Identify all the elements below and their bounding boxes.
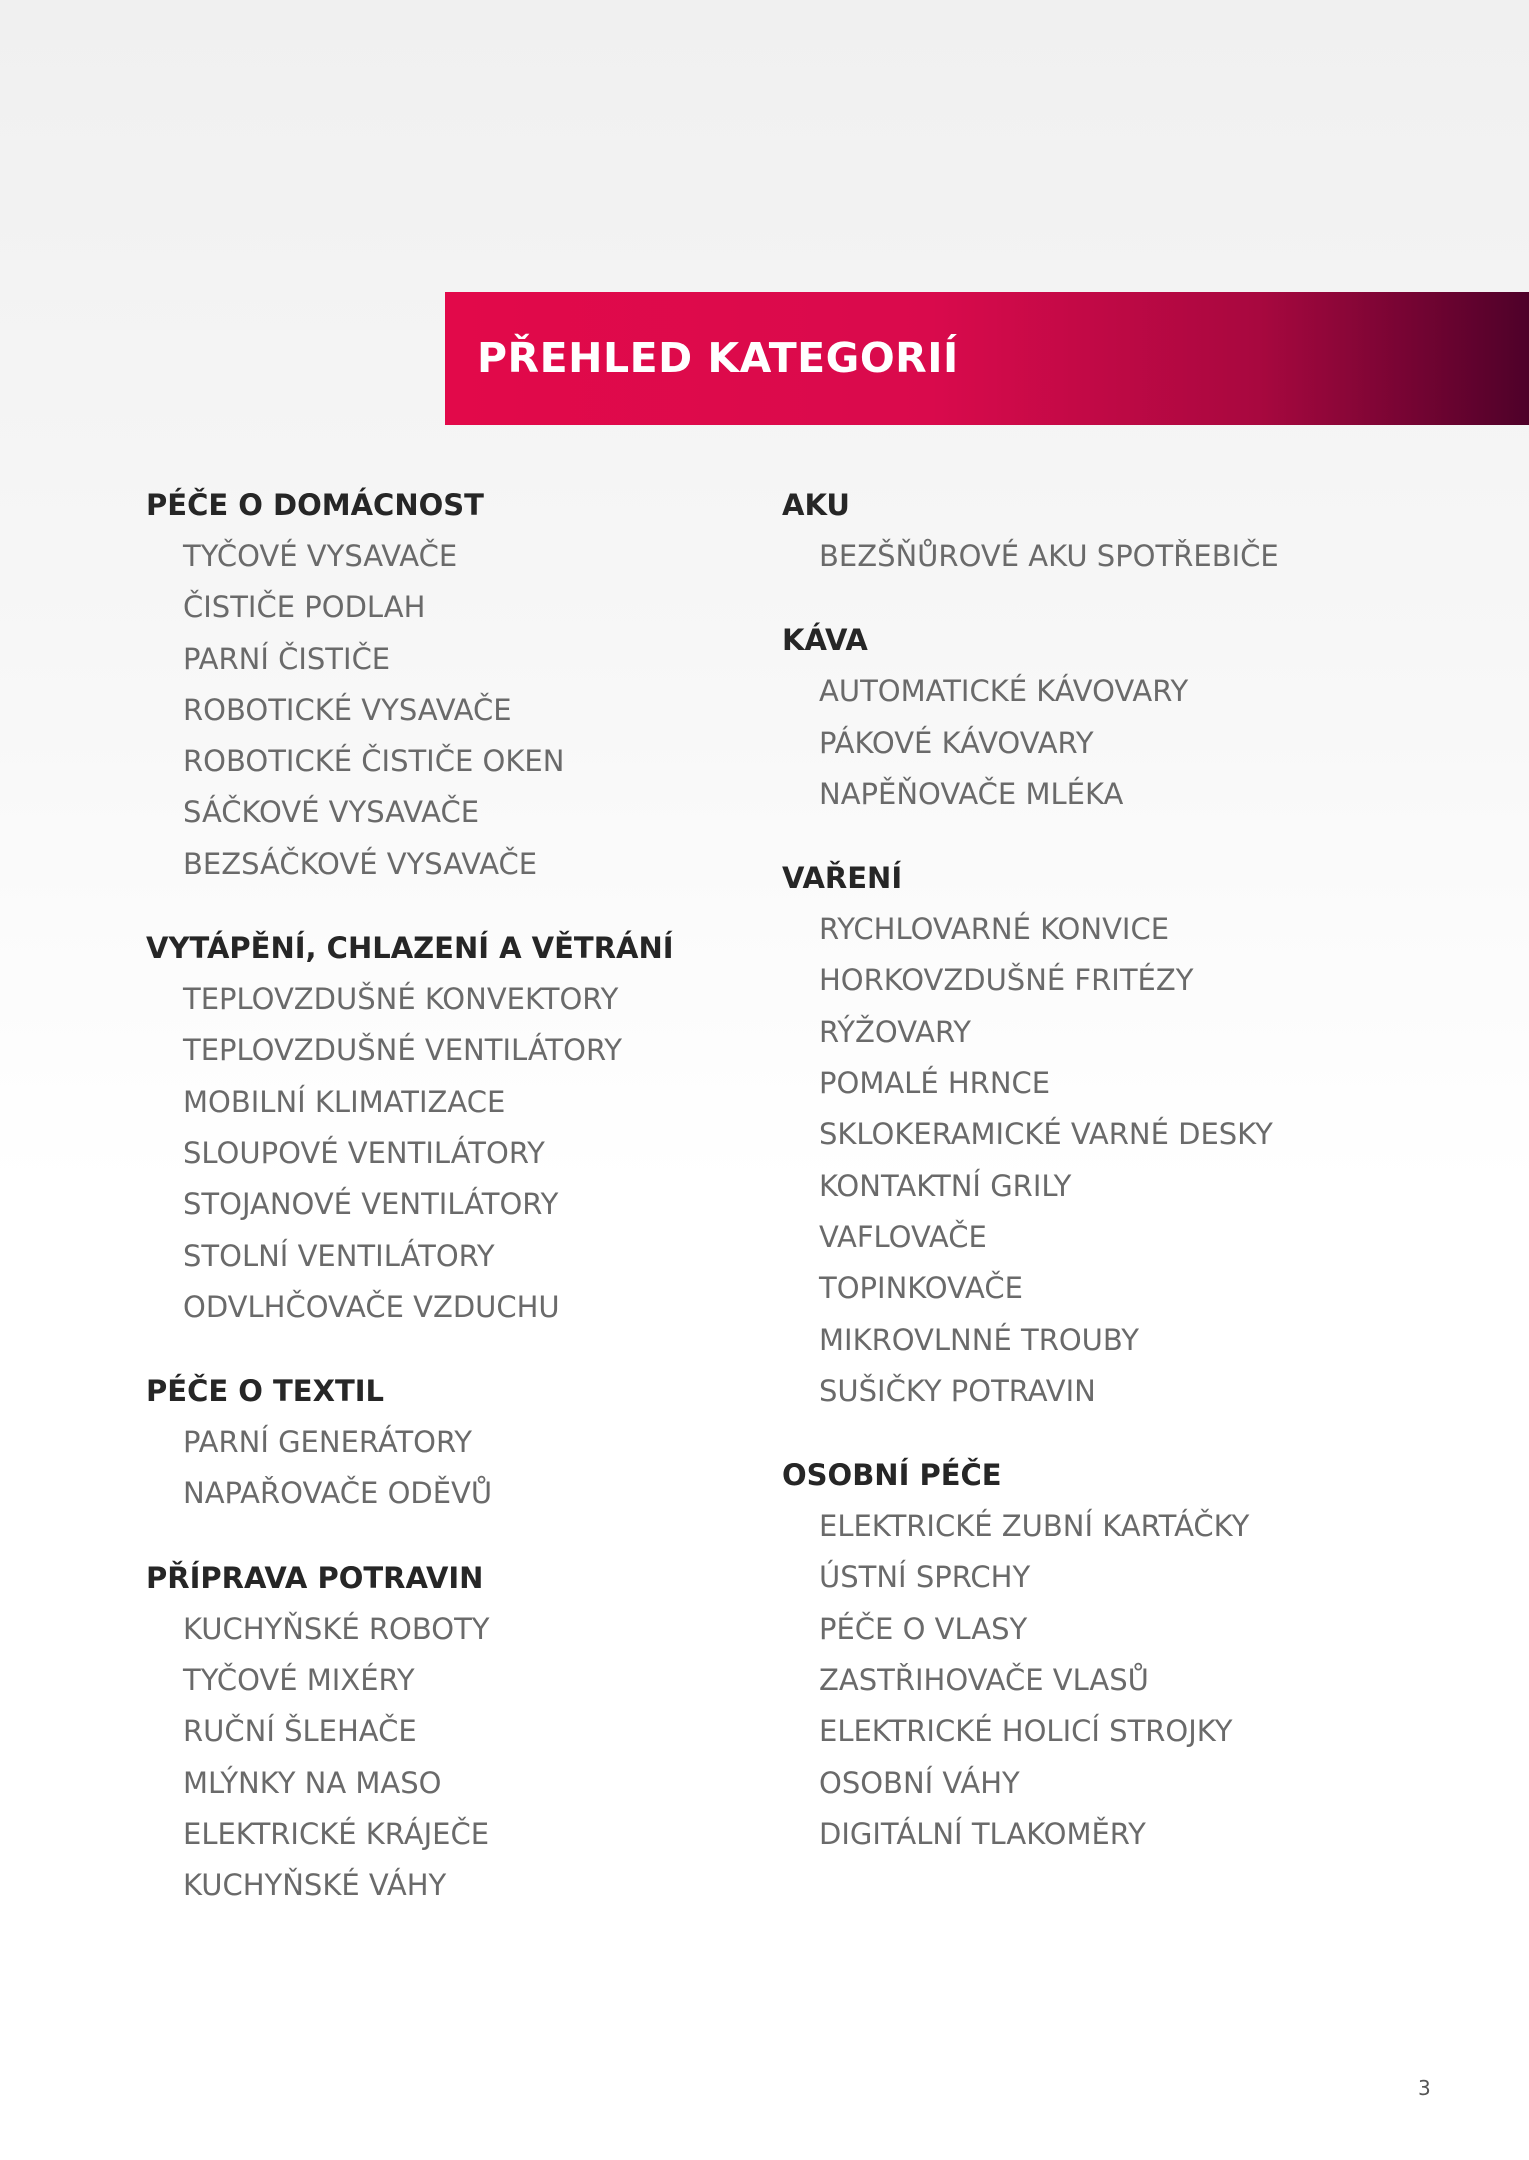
- category-item: SÁČKOVÉ VYSAVAČE: [183, 795, 480, 830]
- page-number: 3: [1418, 2076, 1431, 2100]
- category-item: KONTAKTNÍ GRILY: [819, 1168, 1072, 1203]
- category-item: MOBILNÍ KLIMATIZACE: [183, 1084, 506, 1119]
- category-item: ODVLHČOVAČE VZDUCHU: [183, 1289, 560, 1324]
- category-heading: AKU: [782, 488, 850, 522]
- category-item: PÁKOVÉ KÁVOVARY: [819, 725, 1094, 760]
- category-item: STOLNÍ VENTILÁTORY: [183, 1238, 495, 1273]
- category-heading: PÉČE O DOMÁCNOST: [146, 488, 484, 522]
- category-item: ROBOTICKÉ ČISTIČE OKEN: [183, 744, 565, 779]
- category-heading: KÁVA: [782, 623, 868, 658]
- category-item: PARNÍ GENERÁTORY: [183, 1425, 473, 1460]
- category-item: ČISTIČE PODLAH: [183, 590, 426, 625]
- category-item: TYČOVÉ VYSAVAČE: [183, 539, 458, 573]
- category-section-kava: [782, 615, 1482, 820]
- category-item: MIKROVLNNÉ TROUBY: [819, 1322, 1139, 1357]
- category-item: ELEKTRICKÉ KRÁJEČE: [183, 1816, 490, 1851]
- category-section-aku: [782, 480, 1482, 582]
- category-item: ROBOTICKÉ VYSAVAČE: [183, 692, 512, 727]
- category-heading: PÉČE O TEXTIL: [146, 1374, 385, 1409]
- category-item: VAFLOVAČE: [819, 1219, 987, 1254]
- category-item: PÉČE O VLASY: [819, 1611, 1028, 1646]
- right-column: [782, 480, 1482, 1893]
- category-item: PARNÍ ČISTIČE: [183, 641, 391, 676]
- category-item: OSOBNÍ VÁHY: [819, 1765, 1020, 1800]
- category-item: MLÝNKY NA MASO: [183, 1765, 442, 1800]
- category-item: ELEKTRICKÉ HOLICÍ STROJKY: [819, 1714, 1233, 1749]
- category-item: RÝŽOVARY: [819, 1014, 972, 1049]
- category-section-priprava-potravin: [146, 1553, 766, 1912]
- category-section-pece-o-textil: [146, 1366, 766, 1520]
- category-item: SUŠIČKY POTRAVIN: [819, 1373, 1096, 1408]
- category-item: HORKOVZDUŠNÉ FRITÉZY: [819, 963, 1194, 998]
- category-item: SKLOKERAMICKÉ VARNÉ DESKY: [819, 1117, 1273, 1152]
- category-item: NAPĚŇOVAČE MLÉKA: [819, 776, 1124, 811]
- category-item: NAPAŘOVAČE ODĚVŮ: [183, 1476, 493, 1511]
- category-item: TOPINKOVAČE: [819, 1271, 1023, 1306]
- category-item: TYČOVÉ MIXÉRY: [183, 1663, 415, 1698]
- category-item: BEZŠŇŮROVÉ AKU SPOTŘEBIČE: [819, 539, 1279, 573]
- header-banner: [445, 292, 1529, 425]
- category-heading: VAŘENÍ: [782, 861, 903, 896]
- page-title: PŘEHLED KATEGORIÍ: [477, 334, 959, 382]
- category-item: RYCHLOVARNÉ KONVICE: [819, 912, 1170, 947]
- category-item: ÚSTNÍ SPRCHY: [819, 1560, 1031, 1595]
- category-item: ZASTŘIHOVAČE VLASŮ: [819, 1663, 1149, 1698]
- category-item: ELEKTRICKÉ ZUBNÍ KARTÁČKY: [819, 1509, 1250, 1544]
- category-item: TEPLOVZDUŠNÉ KONVEKTORY: [183, 982, 619, 1017]
- category-item: KUCHYŇSKÉ ROBOTY: [183, 1611, 490, 1646]
- category-item: DIGITÁLNÍ TLAKOMĚRY: [819, 1816, 1146, 1851]
- category-item: BEZSÁČKOVÉ VYSAVAČE: [183, 846, 538, 881]
- category-heading: VYTÁPĚNÍ, CHLAZENÍ A VĚTRÁNÍ: [146, 931, 674, 966]
- category-item: POMALÉ HRNCE: [819, 1066, 1051, 1101]
- category-section-vytapeni-chlazeni-a-vetrani: [146, 923, 766, 1333]
- category-heading: OSOBNÍ PÉČE: [782, 1458, 1002, 1493]
- category-section-osobni-pece: [782, 1450, 1482, 1860]
- category-section-pece-o-domacnost: [146, 480, 766, 890]
- category-heading: PŘÍPRAVA POTRAVIN: [146, 1560, 484, 1595]
- category-item: RUČNÍ ŠLEHAČE: [183, 1714, 417, 1749]
- category-item: AUTOMATICKÉ KÁVOVARY: [819, 674, 1189, 709]
- category-item: STOJANOVÉ VENTILÁTORY: [183, 1187, 559, 1222]
- category-section-vareni: [782, 853, 1482, 1417]
- category-item: SLOUPOVÉ VENTILÁTORY: [183, 1135, 545, 1170]
- left-column: [146, 480, 766, 1945]
- category-item: KUCHYŇSKÉ VÁHY: [183, 1868, 447, 1903]
- category-item: TEPLOVZDUŠNÉ VENTILÁTORY: [183, 1033, 622, 1068]
